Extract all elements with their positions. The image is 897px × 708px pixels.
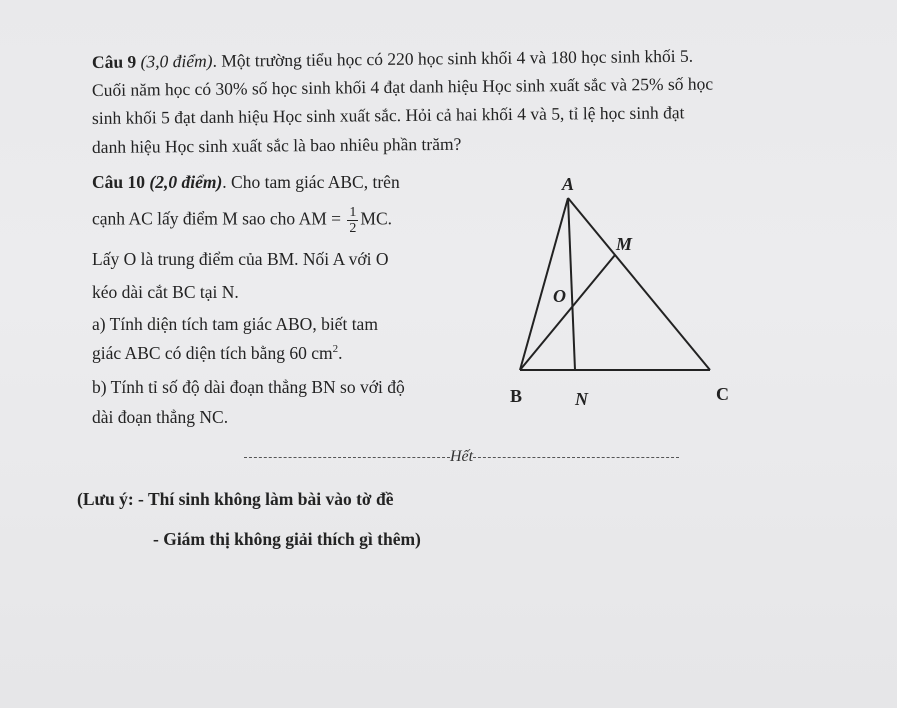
q9-points: (3,0 điểm): [140, 50, 213, 72]
label-O: O: [553, 286, 566, 306]
fraction-numerator: 1: [349, 205, 357, 220]
q10-label: Câu 10: [92, 172, 150, 192]
q9-text-1: . Một trường tiểu học có 220 học sinh khối 4 và 180 học sinh khối 5.: [212, 45, 694, 71]
end-divider: [244, 448, 696, 466]
q10-text-6-end: .: [338, 343, 343, 363]
q10-text-1: . Cho tam giác ABC, trên: [222, 172, 400, 192]
note-line-2: - Giám thị không giải thích gì thêm): [153, 529, 421, 549]
segment-BM: [520, 255, 615, 370]
q10-text-2: cạnh AC lấy điểm M sao cho AM =: [92, 208, 346, 229]
q10-line-5: a) Tính diện tích tam giác ABO, biết tam: [92, 314, 378, 334]
q9-label: Câu 9: [91, 51, 141, 72]
end-text: Hết: [450, 448, 474, 465]
label-A: A: [562, 174, 575, 194]
q9-line-2: Cuối năm học có 30% số học sinh khối 4 đạt danh hiệu Học sinh xuất sắc và 25% số học: [91, 73, 714, 100]
q10-points: (2,0 điểm): [149, 172, 223, 192]
q10-line-8: dài đoạn thẳng NC.: [92, 407, 229, 427]
q10-line-3: Lấy O là trung điểm của BM. Nối A với O: [92, 249, 389, 269]
q10-text-6: giác ABC có diện tích bằng 60 cm: [92, 343, 333, 363]
q9-line-3: sinh khối 5 đạt danh hiệu Học sinh xuất sắc. Hỏi cả hai khối 4 và 5, tỉ lệ học sinh đạt: [91, 102, 685, 128]
label-N: N: [575, 389, 588, 409]
segment-AC: [568, 198, 710, 370]
segment-AB: [520, 198, 568, 370]
label-B: B: [510, 386, 523, 406]
q10-line-4: kéo dài cắt BC tại N.: [92, 282, 239, 302]
fraction-denominator: 2: [349, 221, 357, 236]
q10-line-7: b) Tính tỉ số độ dài đoạn thẳng BN so với độ: [92, 377, 405, 397]
label-M: M: [616, 234, 633, 254]
q9-line-4: danh hiệu Học sinh xuất sắc là bao nhiêu phần trăm?: [91, 133, 462, 157]
note-line-1: (Lưu ý: - Thí sinh không làm bài vào tờ đề: [77, 489, 394, 509]
segment-AN: [568, 198, 575, 370]
superscript-2: 2: [332, 343, 339, 356]
q10-text-2-end: MC.: [360, 208, 392, 229]
label-C: C: [716, 384, 729, 404]
